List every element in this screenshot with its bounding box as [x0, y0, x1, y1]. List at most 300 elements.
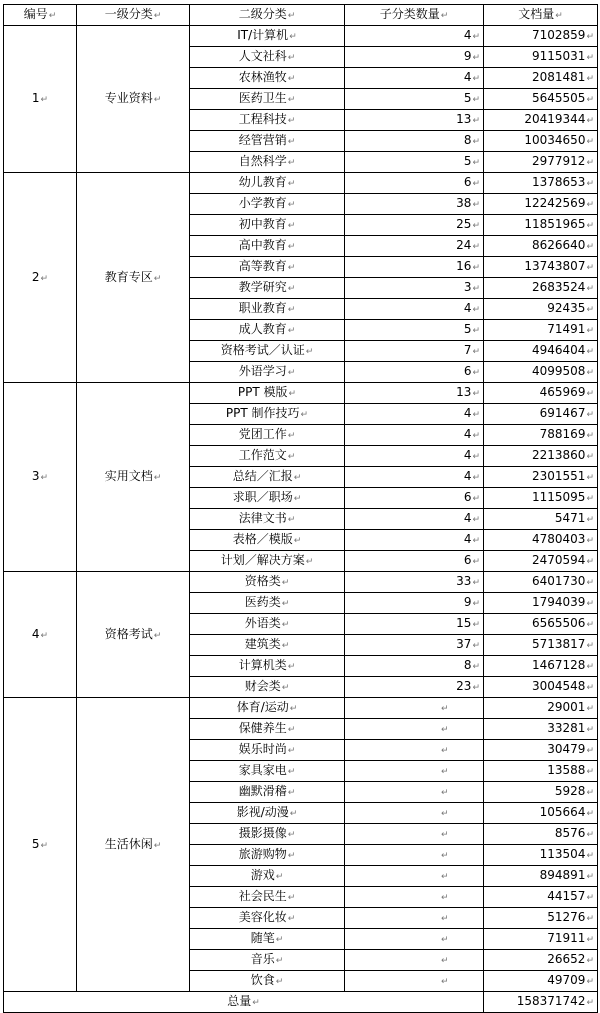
document-count	[484, 131, 598, 152]
paragraph-mark: ↵	[287, 368, 296, 378]
subcategory-count	[345, 278, 484, 299]
document-count-text: 2683524	[532, 280, 586, 294]
paragraph-mark: ↵	[586, 431, 594, 441]
paragraph-mark: ↵	[287, 158, 296, 168]
document-count	[484, 509, 598, 530]
paragraph-mark: ↵	[40, 473, 49, 483]
paragraph-mark: ↵	[289, 809, 298, 819]
paragraph-mark: ↵	[472, 431, 480, 441]
paragraph-mark: ↵	[441, 935, 449, 945]
document-count-text: 5928	[554, 784, 586, 798]
subcategory-count	[345, 824, 484, 845]
subcategory-name	[190, 341, 345, 362]
paragraph-mark: ↵	[586, 662, 594, 672]
paragraph-mark: ↵	[586, 347, 594, 357]
subcategory-count	[345, 215, 484, 236]
subcategory-count-text: 37	[456, 637, 472, 651]
subcategory-name	[190, 740, 345, 761]
paragraph-mark: ↵	[40, 273, 49, 284]
document-count	[484, 257, 598, 278]
paragraph-mark: ↵	[287, 326, 296, 336]
subcategory-name	[190, 593, 345, 614]
paragraph-mark: ↵	[586, 179, 594, 189]
document-count-text: 5471	[554, 511, 586, 525]
paragraph-mark: ↵	[472, 74, 480, 84]
document-count	[484, 26, 598, 47]
paragraph-mark: ↵	[472, 410, 480, 420]
subcategory-count	[345, 761, 484, 782]
subcategory-count	[345, 152, 484, 173]
subcategory-name-text: 建筑类	[244, 637, 281, 651]
paragraph-mark: ↵	[472, 158, 480, 168]
paragraph-mark: ↵	[586, 95, 594, 105]
paragraph-mark: ↵	[586, 641, 594, 651]
paragraph-mark: ↵	[287, 221, 296, 231]
subcategory-name-text: 计划／解决方案	[220, 553, 305, 567]
paragraph-mark: ↵	[287, 74, 296, 84]
document-count	[484, 299, 598, 320]
document-count-text: 13743807	[524, 259, 586, 273]
group-id-text: 2	[31, 269, 40, 284]
subcategory-name-text: PPT 制作技巧	[225, 406, 300, 420]
paragraph-mark: ↵	[472, 95, 480, 105]
document-count-text: 894891	[539, 868, 586, 882]
paragraph-mark: ↵	[252, 998, 260, 1008]
total-value	[484, 992, 598, 1013]
document-count	[484, 404, 598, 425]
document-count	[484, 425, 598, 446]
subcategory-name-text: 保健养生	[238, 721, 287, 735]
subcategory-name	[190, 950, 345, 971]
document-count-text: 11851965	[524, 217, 586, 231]
document-count	[484, 110, 598, 131]
subcategory-name	[190, 908, 345, 929]
document-count	[484, 236, 598, 257]
paragraph-mark: ↵	[586, 158, 594, 168]
group-name	[77, 698, 190, 992]
document-count	[484, 824, 598, 845]
document-count-text: 465969	[539, 385, 586, 399]
subcategory-name	[190, 26, 345, 47]
subcategory-count	[345, 362, 484, 383]
subcategory-name-text: IT/计算机	[237, 28, 289, 42]
paragraph-mark: ↵	[586, 74, 594, 84]
subcategory-name	[190, 698, 345, 719]
document-count	[484, 362, 598, 383]
subcategory-name	[190, 761, 345, 782]
document-count-text: 1794039	[532, 595, 586, 609]
table-body	[4, 5, 598, 1013]
subcategory-name-text: 求职／职场	[232, 490, 293, 504]
paragraph-mark: ↵	[281, 641, 290, 651]
document-count	[484, 614, 598, 635]
subcategory-name	[190, 467, 345, 488]
subcategory-name	[190, 89, 345, 110]
paragraph-mark: ↵	[586, 536, 594, 546]
document-count-text: 8626640	[532, 238, 586, 252]
paragraph-mark: ↵	[287, 788, 296, 798]
group-name	[77, 383, 190, 572]
subcategory-name	[190, 278, 345, 299]
subcategory-name-text: 幼儿教育	[238, 175, 287, 189]
document-count	[484, 320, 598, 341]
document-count	[484, 152, 598, 173]
paragraph-mark: ↵	[287, 305, 296, 315]
subcategory-count	[345, 950, 484, 971]
paragraph-mark: ↵	[472, 221, 480, 231]
subcategory-name-text: 工程科技	[238, 112, 287, 126]
paragraph-mark: ↵	[472, 641, 480, 651]
subcategory-count	[345, 803, 484, 824]
subcategory-name-text: 外语类	[244, 616, 281, 630]
subcategory-name	[190, 971, 345, 992]
group-id	[4, 698, 77, 992]
paragraph-mark: ↵	[472, 662, 480, 672]
document-count-text: 2301551	[532, 469, 586, 483]
group-name-text: 资格考试	[104, 626, 153, 641]
subcategory-name	[190, 383, 345, 404]
paragraph-mark: ↵	[287, 725, 296, 735]
document-count-text: 29001	[547, 700, 586, 714]
subcategory-name-text: 资格类	[244, 574, 281, 588]
paragraph-mark: ↵	[441, 767, 449, 777]
document-count	[484, 782, 598, 803]
subcategory-count	[345, 698, 484, 719]
document-count-text: 5645505	[532, 91, 586, 105]
subcategory-name	[190, 572, 345, 593]
total-value-text: 158371742	[516, 994, 586, 1008]
group-name-text: 生活休闲	[104, 836, 153, 851]
paragraph-mark: ↵	[586, 851, 594, 861]
subcategory-name	[190, 194, 345, 215]
subcategory-count	[345, 593, 484, 614]
paragraph-mark: ↵	[287, 137, 296, 147]
document-count-text: 4099508	[532, 364, 586, 378]
subcategory-count	[345, 782, 484, 803]
document-count	[484, 677, 598, 698]
subcategory-count	[345, 551, 484, 572]
document-count	[484, 341, 598, 362]
paragraph-mark: ↵	[586, 515, 594, 525]
subcategory-name-text: 美容化妆	[238, 910, 287, 924]
document-count-text: 30479	[547, 742, 586, 756]
subcategory-name-text: 旅游购物	[238, 847, 287, 861]
subcategory-name	[190, 320, 345, 341]
paragraph-mark: ↵	[441, 977, 449, 987]
subcategory-name	[190, 782, 345, 803]
paragraph-mark: ↵	[472, 578, 480, 588]
table-row	[4, 572, 598, 593]
subcategory-name	[190, 929, 345, 950]
subcategory-count	[345, 677, 484, 698]
paragraph-mark: ↵	[281, 683, 290, 693]
subcategory-name	[190, 635, 345, 656]
subcategory-name	[190, 656, 345, 677]
subcategory-name-text: PPT 模版	[237, 385, 288, 399]
subcategory-count-text: 4	[463, 301, 472, 315]
paragraph-mark: ↵	[275, 935, 284, 945]
paragraph-mark: ↵	[586, 977, 594, 987]
group-id	[4, 173, 77, 383]
subcategory-name	[190, 446, 345, 467]
subcategory-count-text: 4	[463, 532, 472, 546]
paragraph-mark: ↵	[586, 767, 594, 777]
paragraph-mark: ↵	[586, 368, 594, 378]
subcategory-count	[345, 656, 484, 677]
paragraph-mark: ↵	[287, 452, 296, 462]
paragraph-mark: ↵	[586, 683, 594, 693]
document-count-text: 1115095	[532, 490, 586, 504]
document-count	[484, 278, 598, 299]
subcategory-count-text: 4	[463, 511, 472, 525]
subcategory-name-text: 游戏	[250, 868, 275, 882]
paragraph-mark: ↵	[40, 95, 49, 105]
paragraph-mark: ↵	[472, 473, 480, 483]
paragraph-mark: ↵	[40, 840, 49, 851]
subcategory-name-text: 影视/动漫	[236, 805, 289, 819]
paragraph-mark: ↵	[586, 200, 594, 210]
document-count-text: 691467	[539, 406, 586, 420]
group-name-text: 教育专区	[104, 269, 153, 284]
subcategory-count	[345, 194, 484, 215]
document-count-text: 105664	[539, 805, 586, 819]
subcategory-count	[345, 530, 484, 551]
subcategory-name-text: 人文社科	[238, 49, 287, 63]
subcategory-name-text: 农林渔牧	[238, 70, 287, 84]
document-count-text: 788169	[539, 427, 586, 441]
document-count	[484, 950, 598, 971]
paragraph-mark: ↵	[287, 179, 296, 189]
paragraph-mark: ↵	[586, 788, 594, 798]
paragraph-mark: ↵	[586, 725, 594, 735]
paragraph-mark: ↵	[472, 116, 480, 126]
document-count-text: 4946404	[532, 343, 586, 357]
document-count	[484, 68, 598, 89]
paragraph-mark: ↵	[472, 137, 480, 147]
group-id-text: 1	[31, 91, 40, 105]
subcategory-count	[345, 845, 484, 866]
subcategory-count	[345, 404, 484, 425]
subcategory-count	[345, 257, 484, 278]
subcategory-count	[345, 572, 484, 593]
paragraph-mark: ↵	[287, 95, 296, 105]
document-count-text: 7102859	[532, 28, 586, 42]
paragraph-mark: ↵	[441, 872, 449, 882]
paragraph-mark: ↵	[586, 578, 594, 588]
document-count-text: 10034650	[524, 133, 586, 147]
document-count	[484, 383, 598, 404]
paragraph-mark: ↵	[305, 347, 314, 357]
document-count-text: 26652	[547, 952, 586, 966]
subcategory-name-text: 计算机类	[238, 658, 287, 672]
paragraph-mark: ↵	[153, 840, 162, 851]
paragraph-mark: ↵	[472, 179, 480, 189]
subcategory-name-text: 医药卫生	[238, 91, 287, 105]
document-count	[484, 593, 598, 614]
paragraph-mark: ↵	[586, 998, 594, 1008]
subcategory-name-text: 小学教育	[238, 196, 287, 210]
paragraph-mark: ↵	[287, 515, 296, 525]
subcategory-name	[190, 677, 345, 698]
subcategory-count	[345, 299, 484, 320]
paragraph-mark: ↵	[472, 305, 480, 315]
paragraph-mark: ↵	[472, 599, 480, 609]
document-count-text: 2977912	[532, 154, 586, 168]
paragraph-mark: ↵	[586, 284, 594, 294]
subcategory-name	[190, 614, 345, 635]
document-count	[484, 47, 598, 68]
subcategory-count-text: 6	[463, 364, 472, 378]
header-id: 编号↵	[4, 5, 77, 26]
table-row	[4, 383, 598, 404]
document-count	[484, 929, 598, 950]
subcategory-count-text: 6	[463, 490, 472, 504]
subcategory-count-text: 13	[456, 385, 472, 399]
group-name	[77, 26, 190, 173]
document-table	[3, 4, 598, 1013]
paragraph-mark: ↵	[287, 851, 296, 861]
subcategory-name	[190, 152, 345, 173]
paragraph-mark: ↵	[441, 914, 449, 924]
subcategory-count-text: 13	[456, 112, 472, 126]
paragraph-mark: ↵	[287, 431, 296, 441]
subcategory-name-text: 经管营销	[238, 133, 287, 147]
paragraph-mark: ↵	[441, 788, 449, 798]
document-count	[484, 446, 598, 467]
paragraph-mark: ↵	[275, 977, 284, 987]
total-label	[4, 992, 484, 1013]
document-count	[484, 866, 598, 887]
subcategory-name	[190, 887, 345, 908]
paragraph-mark: ↵	[472, 389, 480, 399]
paragraph-mark: ↵	[472, 515, 480, 525]
paragraph-mark: ↵	[472, 242, 480, 252]
document-count	[484, 971, 598, 992]
document-count	[484, 845, 598, 866]
header-docs: 文档量↵	[484, 5, 598, 26]
paragraph-mark: ↵	[288, 389, 297, 399]
paragraph-mark: ↵	[586, 872, 594, 882]
subcategory-name	[190, 68, 345, 89]
paragraph-mark: ↵	[586, 599, 594, 609]
subcategory-count	[345, 887, 484, 908]
subcategory-name	[190, 530, 345, 551]
subcategory-name-text: 资格考试／认证	[220, 343, 305, 357]
subcategory-name	[190, 173, 345, 194]
document-count-text: 20419344	[524, 112, 586, 126]
subcategory-count-text: 15	[456, 616, 472, 630]
subcategory-name	[190, 803, 345, 824]
paragraph-mark: ↵	[441, 809, 449, 819]
paragraph-mark: ↵	[586, 305, 594, 315]
subcategory-name-text: 家具家电	[238, 763, 287, 777]
document-count-text: 92435	[547, 301, 586, 315]
document-count	[484, 530, 598, 551]
document-count-text: 1467128	[532, 658, 586, 672]
subcategory-name-text: 饮食	[250, 973, 275, 987]
paragraph-mark: ↵	[153, 630, 162, 641]
subcategory-name-text: 随笔	[250, 931, 275, 945]
paragraph-mark: ↵	[586, 389, 594, 399]
subcategory-count-text: 5	[463, 154, 472, 168]
paragraph-mark: ↵	[472, 200, 480, 210]
document-count	[484, 740, 598, 761]
subcategory-count	[345, 26, 484, 47]
document-count-text: 113504	[539, 847, 586, 861]
paragraph-mark: ↵	[472, 347, 480, 357]
subcategory-name	[190, 110, 345, 131]
paragraph-mark: ↵	[287, 767, 296, 777]
paragraph-mark: ↵	[586, 494, 594, 504]
paragraph-mark: ↵	[153, 473, 162, 483]
subcategory-count	[345, 341, 484, 362]
paragraph-mark: ↵	[586, 914, 594, 924]
paragraph-mark: ↵	[586, 557, 594, 567]
document-count-text: 4780403	[532, 532, 586, 546]
subcategory-name-text: 初中教育	[238, 217, 287, 231]
paragraph-mark: ↵	[287, 830, 296, 840]
paragraph-mark: ↵	[287, 263, 296, 273]
paragraph-mark: ↵	[275, 956, 284, 966]
document-count-text: 49709	[547, 973, 586, 987]
subcategory-count-text: 4	[463, 406, 472, 420]
group-name-text: 专业资料	[104, 91, 153, 105]
paragraph-mark: ↵	[300, 410, 309, 420]
group-id-text: 3	[31, 469, 40, 483]
paragraph-mark: ↵	[586, 893, 594, 903]
subcategory-count	[345, 110, 484, 131]
paragraph-mark: ↵	[586, 746, 594, 756]
group-id-text: 5	[31, 836, 40, 851]
document-count	[484, 803, 598, 824]
paragraph-mark: ↵	[586, 410, 594, 420]
group-id	[4, 572, 77, 698]
group-name-text: 实用文档	[104, 469, 153, 483]
total-row	[4, 992, 598, 1013]
paragraph-mark: ↵	[586, 452, 594, 462]
subcategory-name	[190, 719, 345, 740]
document-count-text: 13588	[547, 763, 586, 777]
subcategory-count	[345, 719, 484, 740]
paragraph-mark: ↵	[472, 53, 480, 63]
subcategory-count	[345, 488, 484, 509]
document-count	[484, 572, 598, 593]
paragraph-mark: ↵	[287, 116, 296, 126]
document-count-text: 8576	[554, 826, 586, 840]
document-count	[484, 698, 598, 719]
paragraph-mark: ↵	[586, 326, 594, 336]
paragraph-mark: ↵	[586, 116, 594, 126]
subcategory-name	[190, 404, 345, 425]
document-count	[484, 908, 598, 929]
subcategory-count-text: 5	[463, 322, 472, 336]
subcategory-name-text: 娱乐时尚	[238, 742, 287, 756]
subcategory-count-text: 4	[463, 469, 472, 483]
subcategory-count-text: 4	[463, 427, 472, 441]
document-count	[484, 761, 598, 782]
subcategory-count	[345, 131, 484, 152]
document-count-text: 33281	[547, 721, 586, 735]
paragraph-mark: ↵	[472, 557, 480, 567]
subcategory-count	[345, 47, 484, 68]
subcategory-name-text: 法律文书	[238, 511, 287, 525]
table-row	[4, 698, 598, 719]
subcategory-count	[345, 635, 484, 656]
paragraph-mark: ↵	[472, 452, 480, 462]
subcategory-name-text: 工作范文	[238, 448, 287, 462]
paragraph-mark: ↵	[586, 137, 594, 147]
paragraph-mark: ↵	[586, 53, 594, 63]
